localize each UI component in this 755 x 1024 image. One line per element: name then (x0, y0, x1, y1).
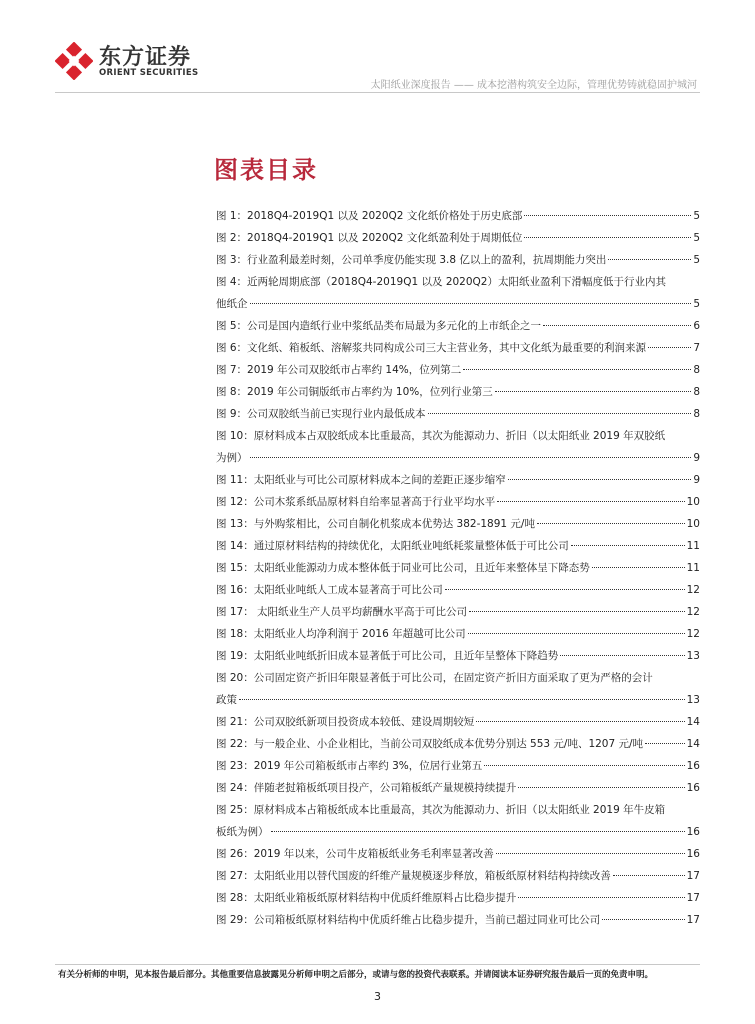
toc-entry-text: 图 12：公司木浆系纸品原材料自给率显著高于行业平均水平 (216, 496, 496, 508)
footer-disclaimer: 有关分析师的申明，见本报告最后部分。其他重要信息披露见分析师申明之后部分，或请与您的投资代表联系。并请阅读本证券研究报告最后一页的免责申明。 (58, 970, 654, 980)
toc-entry-line (216, 689, 700, 711)
toc-dot-leader (445, 589, 685, 590)
toc-entry-page: 13 (686, 694, 700, 706)
toc-dot-leader (463, 369, 691, 370)
toc-dot-leader (476, 721, 684, 722)
toc-dot-leader (497, 501, 684, 502)
toc-entry[interactable] (216, 777, 700, 799)
toc-entry-page: 9 (693, 452, 700, 464)
toc-entry[interactable] (216, 337, 700, 359)
header-divider (55, 92, 700, 93)
toc-dot-leader (250, 303, 692, 304)
toc-entry-line (216, 359, 700, 381)
toc-entry-page: 12 (686, 584, 700, 596)
toc-entry-line (216, 469, 700, 491)
toc-entry[interactable] (216, 667, 700, 711)
toc-dot-leader (271, 831, 685, 832)
toc-entry[interactable] (216, 535, 700, 557)
toc-dot-leader (484, 765, 684, 766)
toc-entry-line (216, 227, 700, 249)
toc-entry-line (216, 733, 700, 755)
toc-entry-text: 图 2：2018Q4-2019Q1 以及 2020Q2 文化纸盈利处于周期低位 (216, 232, 523, 244)
orient-securities-logo-icon (55, 42, 93, 80)
toc-entry-page: 16 (686, 782, 700, 794)
toc-entry-line (216, 535, 700, 557)
toc-dot-leader (537, 523, 685, 524)
toc-entry[interactable] (216, 843, 700, 865)
toc-entry-line (216, 843, 700, 865)
toc-entry[interactable] (216, 491, 700, 513)
toc-dot-leader (469, 611, 685, 612)
page-number: 3 (374, 990, 381, 1003)
toc-entry[interactable] (216, 733, 700, 755)
toc-entry-line (216, 887, 700, 909)
toc-entry-text: 为例） (216, 452, 248, 464)
toc-entry-line (216, 579, 700, 601)
toc-entry-text: 图 25：原材料成本占箱板纸成本比重最高，其次为能源动力、折旧（以太阳纸业 2019 年牛皮箱 (216, 804, 666, 816)
toc-entry-text: 他纸企 (216, 298, 248, 310)
toc-dot-leader (250, 457, 692, 458)
toc-entry[interactable] (216, 909, 700, 931)
toc-entry-text: 图 28：太阳纸业箱板纸原材料结构中优质纤维原料占比稳步提升 (216, 892, 517, 904)
toc-entry-page: 10 (686, 518, 700, 530)
toc-entry-page: 5 (693, 210, 700, 222)
toc-entry-text: 图 23：2019 年公司箱板纸市占率约 3%，位居行业第五 (216, 760, 483, 772)
toc-entry-page: 8 (693, 408, 700, 420)
toc-entry-page: 12 (686, 606, 700, 618)
toc-entry-text: 图 5：公司是国内造纸行业中浆纸品类布局最为多元化的上市纸企之一 (216, 320, 542, 332)
toc-entry[interactable] (216, 557, 700, 579)
toc-entry-text: 板纸为例） (216, 826, 269, 838)
table-of-figures (216, 205, 700, 931)
toc-entry-page: 5 (693, 298, 700, 310)
toc-dot-leader (645, 743, 685, 744)
toc-dot-leader (495, 391, 692, 392)
toc-entry-text: 图 6：文化纸、箱板纸、溶解浆共同构成公司三大主营业务，其中文化纸为最重要的利润来源 (216, 342, 647, 354)
toc-entry[interactable] (216, 403, 700, 425)
toc-entry-text: 图 10：原材料成本占双胶纸成本比重最高，其次为能源动力、折旧（以太阳纸业 2019 年双胶纸 (216, 430, 666, 442)
toc-entry[interactable] (216, 315, 700, 337)
toc-entry-text: 图 13：与外购浆相比，公司自制化机浆成本优势达 382-1891 元/吨 (216, 518, 535, 530)
toc-dot-leader (543, 325, 691, 326)
toc-dot-leader (524, 237, 691, 238)
toc-entry-line (216, 865, 700, 887)
toc-entry[interactable] (216, 205, 700, 227)
toc-dot-leader (602, 919, 684, 920)
toc-entry[interactable] (216, 227, 700, 249)
toc-dot-leader (648, 347, 691, 348)
toc-entry[interactable] (216, 799, 700, 843)
toc-entry-text: 图 15：太阳纸业能源动力成本整体低于同业可比公司，且近年来整体呈下降态势 (216, 562, 590, 574)
toc-entry[interactable] (216, 469, 700, 491)
toc-entry[interactable] (216, 645, 700, 667)
toc-entry-line (216, 447, 700, 469)
toc-entry-page: 8 (693, 364, 700, 376)
brand-name-cn: 东方证券 (99, 45, 192, 70)
toc-entry-text: 图 29：公司箱板纸原材料结构中优质纤维占比稳步提升，当前已超过同业可比公司 (216, 914, 601, 926)
toc-entry-text: 图 8：2019 年公司铜版纸市占率约为 10%，位列行业第三 (216, 386, 493, 398)
toc-entry-page: 8 (693, 386, 700, 398)
toc-entry-line (216, 381, 700, 403)
toc-entry-text: 图 20：公司固定资产折旧年限显著低于可比公司，在固定资产折旧方面采取了更为严格的会计 (216, 672, 653, 684)
toc-entry-page: 5 (693, 232, 700, 244)
toc-entry[interactable] (216, 271, 700, 315)
toc-dot-leader (524, 215, 691, 216)
page-header (0, 0, 755, 100)
toc-entry-text: 图 7：2019 年公司双胶纸市占率约 14%，位列第二 (216, 364, 462, 376)
toc-entry[interactable] (216, 425, 700, 469)
toc-entry-page: 6 (693, 320, 700, 332)
toc-entry-page: 17 (686, 870, 700, 882)
toc-entry-line (216, 645, 700, 667)
toc-entry[interactable] (216, 711, 700, 733)
toc-entry-page: 16 (686, 848, 700, 860)
toc-entry[interactable] (216, 381, 700, 403)
toc-entry-line (216, 249, 700, 271)
toc-entry-page: 9 (693, 474, 700, 486)
toc-entry-text: 图 22：与一般企业、小企业相比，当前公司双胶纸成本优势分别达 553 元/吨、1207 元/吨 (216, 738, 644, 750)
toc-dot-leader (560, 655, 684, 656)
toc-entry-text: 图 1：2018Q4-2019Q1 以及 2020Q2 文化纸价格处于历史底部 (216, 210, 523, 222)
toc-entry-text: 图 9：公司双胶纸当前已实现行业内最低成本 (216, 408, 426, 420)
toc-entry[interactable] (216, 887, 700, 909)
toc-entry-line (216, 315, 700, 337)
toc-entry-text: 图 19：太阳纸业吨纸折旧成本显著低于可比公司，且近年呈整体下降趋势 (216, 650, 559, 662)
toc-entry-page: 14 (686, 716, 700, 728)
toc-entry-page: 17 (686, 914, 700, 926)
toc-entry-line (216, 711, 700, 733)
toc-entry-text: 政策 (216, 694, 237, 706)
toc-entry-page: 7 (693, 342, 700, 354)
toc-entry-line (216, 909, 700, 931)
toc-entry-text: 图 11：太阳纸业与可比公司原材料成本之间的差距正逐步缩窄 (216, 474, 506, 486)
toc-entry-text: 图 18：太阳纸业人均净利润于 2016 年超越可比公司 (216, 628, 466, 640)
toc-dot-leader (518, 787, 684, 788)
toc-entry[interactable] (216, 513, 700, 535)
toc-dot-leader (428, 413, 692, 414)
toc-entry-line (216, 601, 700, 623)
toc-dot-leader (468, 633, 685, 634)
toc-entry-page: 16 (686, 826, 700, 838)
toc-entry-line (216, 425, 700, 447)
report-title: 太阳纸业深度报告 —— 成本挖潜构筑安全边际，管理优势铸就稳固护城河 (370, 80, 697, 91)
toc-entry-page: 5 (693, 254, 700, 266)
toc-entry-text: 图 16：太阳纸业吨纸人工成本显著高于可比公司 (216, 584, 443, 596)
toc-entry-text: 图 21：公司双胶纸新项目投资成本较低、建设周期较短 (216, 716, 475, 728)
toc-entry-line (216, 205, 700, 227)
toc-entry-line (216, 403, 700, 425)
toc-dot-leader (592, 567, 685, 568)
toc-entry-line (216, 777, 700, 799)
toc-dot-leader (613, 875, 685, 876)
toc-dot-leader (496, 853, 685, 854)
toc-entry-text: 图 14：通过原材料结构的持续优化，太阳纸业吨纸耗浆量整体低于可比公司 (216, 540, 569, 552)
toc-entry[interactable] (216, 579, 700, 601)
toc-entry-page: 16 (686, 760, 700, 772)
toc-entry-line (216, 491, 700, 513)
toc-dot-leader (508, 479, 692, 480)
toc-entry-line (216, 821, 700, 843)
toc-entry-page: 10 (686, 496, 700, 508)
toc-entry-line (216, 271, 700, 293)
toc-entry-line (216, 337, 700, 359)
toc-dot-leader (608, 259, 691, 260)
brand-name-en: ORIENT SECURITIES (99, 68, 199, 78)
toc-entry-page: 17 (686, 892, 700, 904)
toc-entry-page: 11 (686, 562, 700, 574)
toc-entry[interactable] (216, 249, 700, 271)
toc-heading: 图表目录 (214, 156, 318, 184)
toc-dot-leader (571, 545, 685, 546)
toc-dot-leader (239, 699, 685, 700)
toc-entry-page: 12 (686, 628, 700, 640)
footer-divider (55, 964, 700, 965)
toc-entry-text: 图 27：太阳纸业用以替代国废的纤维产量规模逐步释放，箱板纸原材料结构持续改善 (216, 870, 611, 882)
toc-entry[interactable] (216, 865, 700, 887)
toc-entry-text: 图 24：伴随老挝箱板纸项目投产，公司箱板纸产量规模持续提升 (216, 782, 517, 794)
toc-entry-line (216, 557, 700, 579)
toc-entry-line (216, 513, 700, 535)
toc-entry-text: 图 26：2019 年以来，公司牛皮箱板纸业务毛利率显著改善 (216, 848, 494, 860)
toc-entry[interactable] (216, 623, 700, 645)
toc-entry-text: 图 17： 太阳纸业生产人员平均薪酬水平高于可比公司 (216, 606, 468, 618)
toc-entry[interactable] (216, 359, 700, 381)
toc-entry-line (216, 799, 700, 821)
toc-entry-line (216, 293, 700, 315)
toc-entry-page: 13 (686, 650, 700, 662)
toc-entry-line (216, 623, 700, 645)
toc-entry[interactable] (216, 755, 700, 777)
toc-entry-text: 图 4：近两轮周期底部（2018Q4-2019Q1 以及 2020Q2）太阳纸业盈利下滑幅度低于行业内其 (216, 276, 666, 288)
toc-entry-page: 11 (686, 540, 700, 552)
toc-entry[interactable] (216, 601, 700, 623)
toc-entry-page: 14 (686, 738, 700, 750)
toc-entry-text: 图 3：行业盈利最差时刻，公司单季度仍能实现 3.8 亿以上的盈利，抗周期能力突出 (216, 254, 607, 266)
toc-dot-leader (518, 897, 684, 898)
toc-entry-line (216, 667, 700, 689)
toc-entry-line (216, 755, 700, 777)
